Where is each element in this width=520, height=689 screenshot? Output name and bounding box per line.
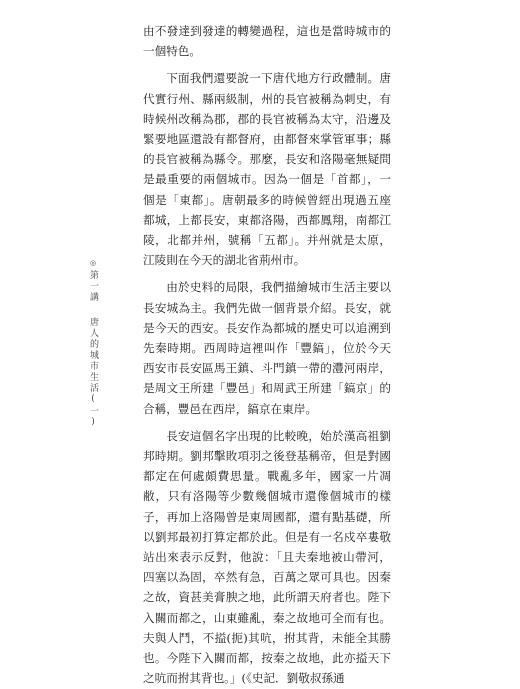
section-title: 唐人的城市生活 xyxy=(88,317,98,394)
body-text xyxy=(143,21,391,689)
paragraph: 由於史料的局限，我們描繪城市生活主要以長安城為主。我們先做一個背景介紹。長安，就是今天的西安。長安作為都城的歷史可以追溯到先秦時期。西周時這裡叫作「豐鎬」，位於今天西安市長安區馬王鎮、斗門鎮一帶的灃河兩岸，是周文王所建「豐邑」和周武王所建「鎬京」的合稱，豐邑在西岸，鎬京在東岸。 xyxy=(143,280,391,416)
section-number: (一) xyxy=(88,394,98,429)
paragraph: 由不發達到發達的轉變過程，這也是當時城市的一個特色。 xyxy=(143,24,391,59)
circle-marker-icon: ◎ xyxy=(89,259,97,267)
lecture-label: 第一講 xyxy=(88,270,98,303)
paragraph: 下面我們還要說一下唐代地方行政體制。唐代實行州、縣兩級制，州的長官被稱為刺史，有時候州改稱為郡，郡的長官被稱為太守，沿邊及緊要地區還設有都督府，由都督來掌管軍事；縣的長官被稱為縣令。那麼，長安和洛陽毫無疑問是最重要的兩個城市。因為一個是「首都」，一個是「東都」。唐朝最多的時候曾經出現過五座都城，上都長安，東都洛陽，西都鳳翔，南都江陵，北都并州，號稱「五都」。并州就是太原，江陵則在今天的湖北省荊州市。 xyxy=(143,71,391,268)
margin-running-header xyxy=(85,258,101,429)
paragraph: 長安這個名字出現的比較晚，始於漢高祖劉邦時期。劉邦擊敗項羽之後登基稱帝，但是對國都定在何處頗費思量。戰亂多年，國家一片凋敝，只有洛陽等少數幾個城市還像個城市的樣子，再加上洛陽曾是東周國都，還有點基礎，所以劉邦最初打算定都於此。但是有一名戍卒婁敬站出來表示反對，他說：「且夫秦地被山帶河，四塞以為固，卒然有急，百萬之眾可具也。因秦之故，資甚美膏腴之地，此所謂天府者也。陛下入關而都之，山東雖亂，秦之故地可全而有也。夫與人鬥，不搤(扼)其吭，拊其背，未能全其勝也。今陛下入關而都，按秦之故地，此亦搤天下之吭而拊其背也。」(《史記．劉敬叔孫通 xyxy=(143,428,391,686)
